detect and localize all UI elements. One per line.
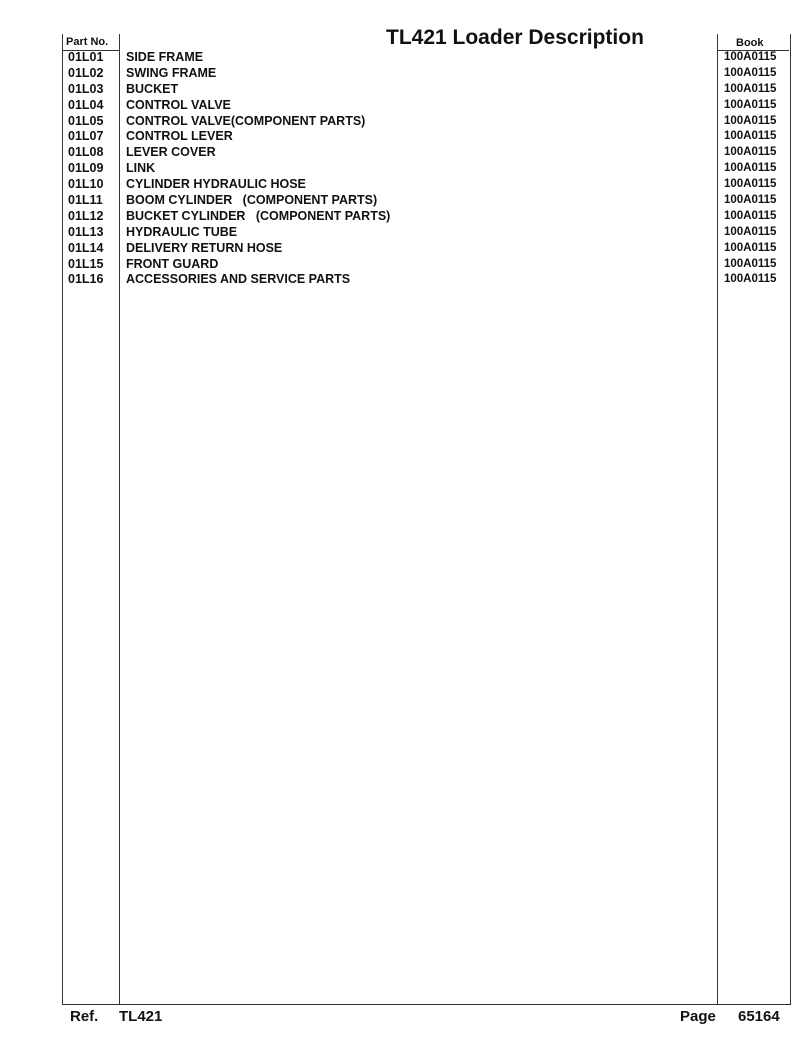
part-description: FRONT GUARD xyxy=(126,256,219,271)
parts-list xyxy=(0,50,800,288)
book-number: 100A0115 xyxy=(724,66,777,79)
part-number: 01L11 xyxy=(68,193,103,208)
table-row xyxy=(0,114,800,130)
part-description: SIDE FRAME xyxy=(126,50,204,64)
footer-ref-value: TL421 xyxy=(119,1008,163,1025)
part-description: LEVER COVER xyxy=(126,145,216,160)
part-number: 01L12 xyxy=(68,208,104,223)
book-column-header: Book xyxy=(736,37,764,49)
part-description: CONTROL VALVE xyxy=(126,97,231,112)
part-number: 01L13 xyxy=(68,224,104,239)
book-number: 100A0115 xyxy=(724,98,777,111)
book-number: 100A0115 xyxy=(724,162,777,175)
footer-page-number: 65164 xyxy=(738,1008,780,1025)
part-no-column-header: Part No. xyxy=(66,36,109,48)
part-number: 01L15 xyxy=(68,256,104,271)
part-description: LINK xyxy=(126,161,156,176)
part-number: 01L01 xyxy=(68,50,104,64)
page-title: TL421 Loader Description xyxy=(386,26,644,49)
book-number: 100A0115 xyxy=(724,209,777,222)
table-row xyxy=(0,225,800,241)
table-row xyxy=(0,50,800,66)
part-number: 01L07 xyxy=(68,129,104,144)
part-description: ACCESSORIES AND SERVICE PARTS xyxy=(126,272,351,287)
table-row xyxy=(0,272,800,288)
book-number: 100A0115 xyxy=(724,178,777,191)
table-row xyxy=(0,177,800,193)
table-row xyxy=(0,129,800,145)
table-row xyxy=(0,193,800,209)
part-description: BUCKET xyxy=(126,81,179,96)
book-number: 100A0115 xyxy=(724,194,777,207)
table-row xyxy=(0,145,800,161)
part-number: 01L03 xyxy=(68,81,104,96)
book-number: 100A0115 xyxy=(724,51,777,63)
part-description: SWING FRAME xyxy=(126,65,217,80)
table-row xyxy=(0,241,800,257)
table-row xyxy=(0,161,800,177)
part-number: 01L09 xyxy=(68,161,104,176)
part-description: CONTROL VALVE(COMPONENT PARTS) xyxy=(126,113,366,128)
book-number: 100A0115 xyxy=(724,257,777,270)
footer-page-label: Page xyxy=(680,1008,716,1025)
book-number: 100A0115 xyxy=(724,114,777,127)
footer-ref-label: Ref. xyxy=(70,1008,99,1025)
table-row xyxy=(0,98,800,114)
book-number: 100A0115 xyxy=(724,146,777,159)
part-number: 01L08 xyxy=(68,145,104,160)
part-number: 01L16 xyxy=(68,272,104,287)
part-number: 01L04 xyxy=(68,97,104,112)
part-number: 01L02 xyxy=(68,65,104,80)
book-number: 100A0115 xyxy=(724,225,777,238)
part-description: CYLINDER HYDRAULIC HOSE xyxy=(126,177,306,192)
table-row xyxy=(0,82,800,98)
part-number: 01L10 xyxy=(68,177,104,192)
table-row xyxy=(0,257,800,273)
book-number: 100A0115 xyxy=(724,273,777,286)
part-description: HYDRAULIC TUBE xyxy=(126,224,238,239)
part-description: CONTROL LEVER xyxy=(126,129,233,144)
table-row xyxy=(0,66,800,82)
part-description: DELIVERY RETURN HOSE xyxy=(126,240,283,255)
table-row xyxy=(0,209,800,225)
book-number: 100A0115 xyxy=(724,241,777,254)
book-number: 100A0115 xyxy=(724,130,777,143)
part-number: 01L14 xyxy=(68,240,104,255)
book-number: 100A0115 xyxy=(724,82,777,95)
part-number: 01L05 xyxy=(68,113,104,128)
part-description: BOOM CYLINDER (COMPONENT PARTS) xyxy=(126,193,378,208)
part-description: BUCKET CYLINDER (COMPONENT PARTS) xyxy=(126,208,391,223)
